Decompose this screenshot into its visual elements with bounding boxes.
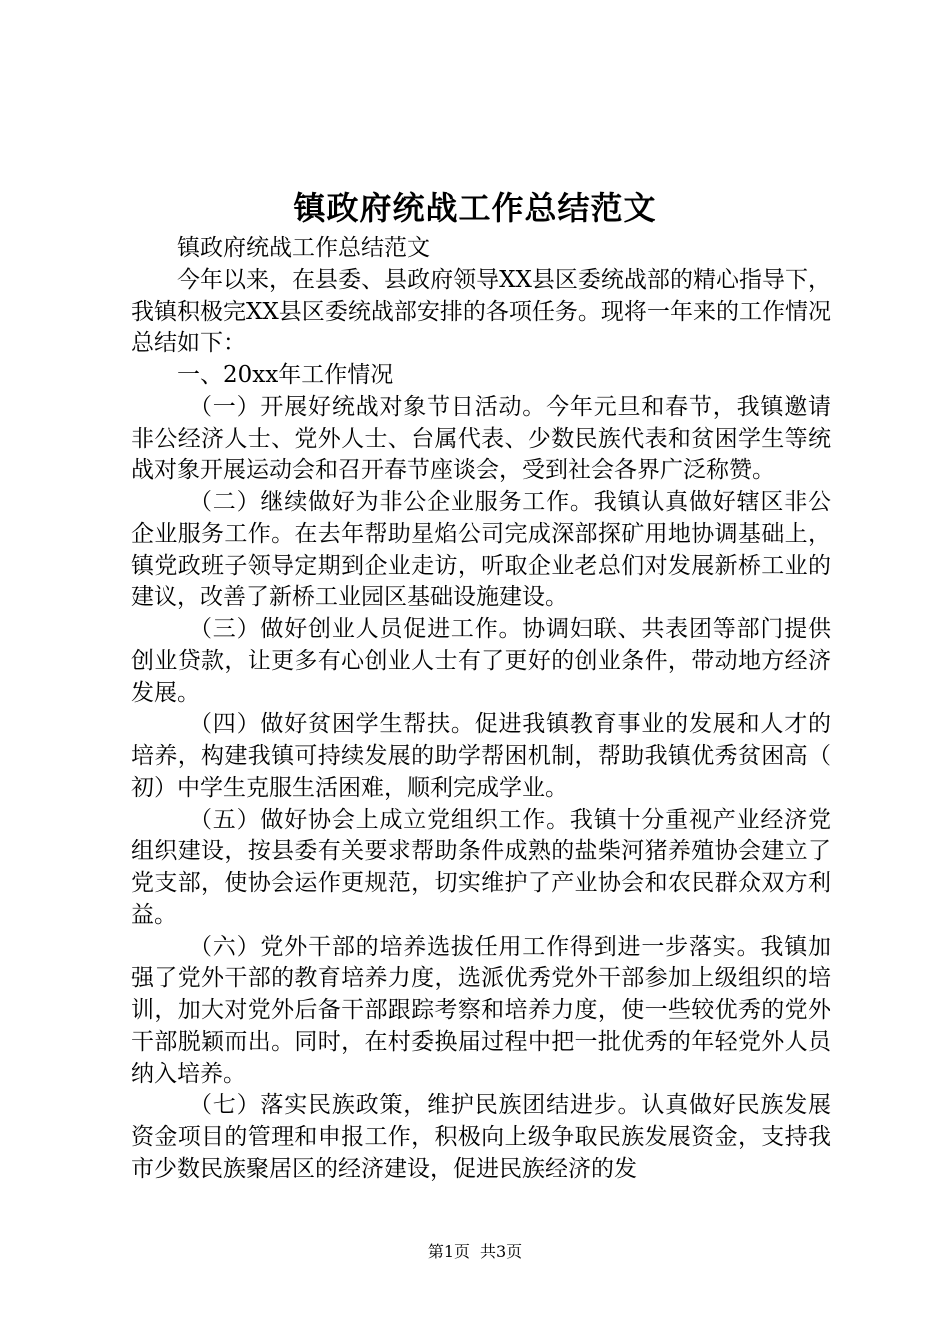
page-number: 第1页 (427, 1242, 470, 1261)
paragraph-item-1: （一）开展好统战对象节日活动。今年元旦和春节，我镇邀请非公经济人士、党外人士、台属代表、少数民族代表和贫困学生等统战对象开展运动会和召开春节座谈会，受到社会各界广泛称赞。 (131, 393, 831, 484)
paragraph-item-6: （六）党外干部的培养选拔任用工作得到进一步落实。我镇加强了党外干部的教育培养力度，选派优秀党外干部参加上级组织的培训，加大对党外后备干部跟踪考察和培养力度，使一些较优秀的党外干部脱颖而出。同时，在村委换届过程中把一批优秀的年轻党外人员纳入培养。 (131, 933, 831, 1087)
paragraph-item-3: （三）做好创业人员促进工作。协调妇联、共表团等部门提供创业贷款，让更多有心创业人士有了更好的创业条件，带动地方经济发展。 (131, 616, 831, 706)
paragraph-item-7: （七）落实民族政策，维护民族团结进步。认真做好民族发展资金项目的管理和申报工作，积极向上级争取民族发展资金，支持我市少数民族聚居区的经济建设，促进民族经济的发 (131, 1092, 831, 1182)
paragraph-item-4: （四）做好贫困学生帮扶。促进我镇教育事业的发展和人才的培养，构建我镇可持续发展的助学帮困机制，帮助我镇优秀贫困高（初）中学生克服生活困难，顺利完成学业。 (131, 711, 831, 801)
document-body (131, 233, 831, 1186)
document-title: 镇政府统战工作总结范文 (293, 189, 657, 227)
section-heading: 一、20xx年工作情况 (177, 362, 394, 388)
paragraph-item-2: （二）继续做好为非公企业服务工作。我镇认真做好辖区非公企业服务工作。在去年帮助星焰公司完成深部探矿用地协调基础上，镇党政班子领导定期到企业走访，听取企业老总们对发展新桥工业的建议，改善了新桥工业园区基础设施建设。 (131, 489, 831, 611)
page-footer (0, 1240, 950, 1264)
page-total: 共3页 (480, 1242, 523, 1261)
paragraph-intro: 今年以来，在县委、县政府领导XX县区委统战部的精心指导下，我镇积极完XX县区委统战部安排的各项任务。现将一年来的工作情况总结如下： (131, 266, 831, 357)
paragraph-subtitle: 镇政府统战工作总结范文 (177, 235, 430, 261)
paragraph-item-5: （五）做好协会上成立党组织工作。我镇十分重视产业经济党组织建设，按县委有关要求帮助条件成熟的盐柴河猪养殖协会建立了党支部，使协会运作更规范，切实维护了产业协会和农民群众双方利益。 (131, 806, 831, 928)
